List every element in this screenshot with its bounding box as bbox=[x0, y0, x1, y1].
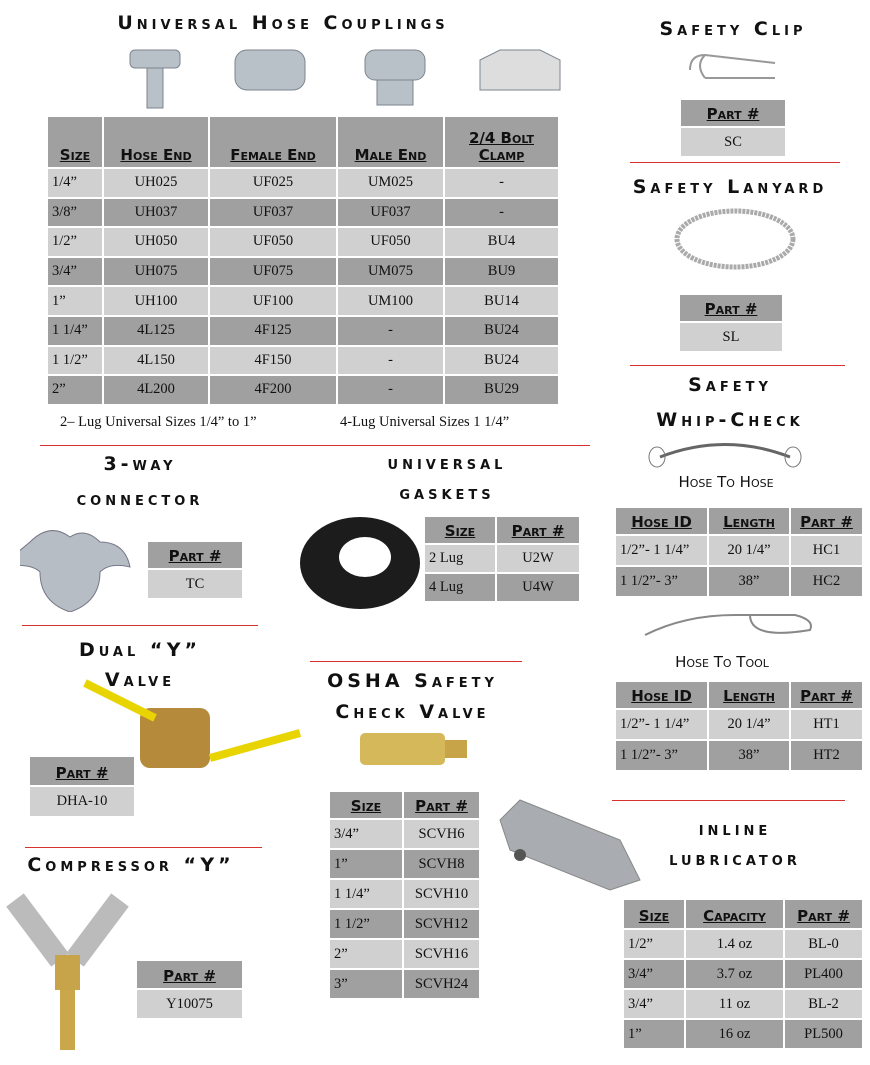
column-header: Hose ID bbox=[616, 508, 707, 534]
table-cell: 1.4 oz bbox=[686, 930, 783, 958]
table-cell: TC bbox=[148, 570, 242, 598]
table-cell: 4F125 bbox=[210, 317, 336, 345]
divider bbox=[22, 625, 258, 626]
column-header: Hose ID bbox=[616, 682, 707, 708]
gaskets-title-1: universal bbox=[387, 452, 507, 474]
table-cell: PL400 bbox=[785, 960, 862, 988]
column-header: Part # bbox=[791, 682, 862, 708]
caption-4-lug: 4-Lug Universal Sizes 1 1/4” bbox=[340, 414, 510, 430]
table-cell: BU24 bbox=[445, 317, 558, 345]
column-header: Part # bbox=[404, 792, 479, 818]
table-cell: BU14 bbox=[445, 287, 558, 315]
table-cell: 1/4” bbox=[48, 169, 102, 197]
column-header: Male End bbox=[338, 117, 443, 167]
safety-lanyard-table bbox=[680, 295, 782, 351]
osha-table bbox=[330, 792, 479, 998]
table-cell: UM100 bbox=[338, 287, 443, 315]
table-cell: 1 1/2” bbox=[330, 910, 402, 938]
table-cell: - bbox=[338, 317, 443, 345]
table-cell: 2 Lug bbox=[425, 545, 495, 572]
column-header: Female End bbox=[210, 117, 336, 167]
safety-clip-title: Safety Clip bbox=[659, 18, 807, 40]
table-cell: BL-2 bbox=[785, 990, 862, 1018]
table-cell: 38” bbox=[709, 741, 789, 770]
table-cell: UH100 bbox=[104, 287, 208, 315]
check-valve-image bbox=[355, 728, 470, 770]
safety-clip-image bbox=[685, 50, 785, 90]
table-cell: UF050 bbox=[210, 228, 336, 256]
hose-to-hose-image bbox=[645, 432, 805, 472]
table-cell: - bbox=[445, 199, 558, 227]
dual-y-title-1: Dual “Y” bbox=[79, 639, 201, 661]
column-header: Part # bbox=[681, 100, 785, 126]
table-cell: HT1 bbox=[791, 710, 862, 739]
osha-title-1: OSHA Safety bbox=[327, 670, 498, 692]
column-header: Hose End bbox=[104, 117, 208, 167]
table-cell: 4F150 bbox=[210, 347, 336, 375]
table-cell: 1” bbox=[330, 850, 402, 878]
table-cell: SC bbox=[681, 128, 785, 156]
table-cell: UF025 bbox=[210, 169, 336, 197]
couplings-title: Universal Hose Couplings bbox=[117, 12, 449, 34]
table-cell: UH025 bbox=[104, 169, 208, 197]
table-cell: 1” bbox=[48, 287, 102, 315]
table-cell: 1/2”- 1 1/4” bbox=[616, 710, 707, 739]
table-cell: 4F200 bbox=[210, 376, 336, 404]
lubricator-table bbox=[624, 900, 862, 1048]
column-header: Part # bbox=[791, 508, 862, 534]
whip-check-title-1: Safety bbox=[688, 374, 772, 396]
table-cell: UH037 bbox=[104, 199, 208, 227]
table-cell: BU29 bbox=[445, 376, 558, 404]
gasket-image bbox=[297, 512, 423, 614]
column-header: Size bbox=[624, 900, 684, 928]
inline-lubricator-image bbox=[490, 770, 650, 900]
safety-lanyard-image bbox=[670, 205, 800, 273]
safety-clip-table bbox=[681, 100, 785, 156]
osha-title-2: Check Valve bbox=[335, 701, 490, 723]
table-cell: U2W bbox=[497, 545, 579, 572]
table-cell: 3” bbox=[330, 970, 402, 998]
couplings-table bbox=[48, 117, 558, 404]
compressor-y-table bbox=[137, 961, 242, 1018]
table-cell: BU24 bbox=[445, 347, 558, 375]
coupling-images bbox=[125, 45, 565, 115]
three-way-title-1: 3-way bbox=[103, 453, 177, 475]
column-header: Size bbox=[330, 792, 402, 818]
table-cell: 38” bbox=[709, 567, 789, 596]
table-cell: 1/2”- 1 1/4” bbox=[616, 536, 707, 565]
dual-y-table bbox=[30, 757, 134, 816]
column-header: Part # bbox=[497, 517, 579, 543]
table-cell: UF075 bbox=[210, 258, 336, 286]
table-cell: SCVH8 bbox=[404, 850, 479, 878]
column-header: Part # bbox=[30, 757, 134, 785]
hose-to-hose-label: Hose To Hose bbox=[678, 473, 774, 491]
table-cell: Y10075 bbox=[137, 990, 242, 1018]
table-cell: 4L150 bbox=[104, 347, 208, 375]
table-cell: SCVH10 bbox=[404, 880, 479, 908]
table-cell: - bbox=[445, 169, 558, 197]
table-cell: SCVH24 bbox=[404, 970, 479, 998]
column-header: Part # bbox=[137, 961, 242, 988]
table-cell: UF037 bbox=[210, 199, 336, 227]
table-cell: U4W bbox=[497, 574, 579, 601]
table-cell: HT2 bbox=[791, 741, 862, 770]
hose-to-tool-label: Hose To Tool bbox=[675, 653, 769, 671]
inline-lubricator-title-1: inline bbox=[698, 818, 772, 840]
table-cell: 4L200 bbox=[104, 376, 208, 404]
table-cell: SCVH6 bbox=[404, 820, 479, 848]
gaskets-table bbox=[425, 517, 579, 601]
table-cell: 1/2” bbox=[48, 228, 102, 256]
table-cell: BU4 bbox=[445, 228, 558, 256]
column-header: Size bbox=[425, 517, 495, 543]
table-cell: UM075 bbox=[338, 258, 443, 286]
table-cell: SCVH16 bbox=[404, 940, 479, 968]
table-cell: UH050 bbox=[104, 228, 208, 256]
table-cell: UM025 bbox=[338, 169, 443, 197]
table-cell: 2” bbox=[330, 940, 402, 968]
safety-lanyard-title: Safety Lanyard bbox=[632, 176, 828, 198]
table-cell: 1 1/2”- 3” bbox=[616, 741, 707, 770]
column-header: Size bbox=[48, 117, 102, 167]
column-header: Capacity bbox=[686, 900, 783, 928]
divider bbox=[310, 661, 522, 662]
table-cell: SL bbox=[680, 323, 782, 351]
table-cell: 4 Lug bbox=[425, 574, 495, 601]
whip-check-title-2: Whip-Check bbox=[656, 409, 804, 431]
table-cell: 1” bbox=[624, 1020, 684, 1048]
table-cell: UH075 bbox=[104, 258, 208, 286]
compressor-y-title: Compressor “Y” bbox=[27, 854, 235, 876]
three-way-title-2: connector bbox=[76, 488, 204, 510]
table-cell: 16 oz bbox=[686, 1020, 783, 1048]
hose-to-hose-table bbox=[616, 508, 862, 596]
table-cell: 1 1/2” bbox=[48, 347, 102, 375]
compressor-y-image bbox=[0, 880, 135, 1055]
table-cell: 1 1/2”- 3” bbox=[616, 567, 707, 596]
table-cell: 1 1/4” bbox=[330, 880, 402, 908]
table-cell: HC1 bbox=[791, 536, 862, 565]
column-header: 2/4 Bolt Clamp bbox=[445, 117, 558, 167]
table-cell: PL500 bbox=[785, 1020, 862, 1048]
table-cell: DHA-10 bbox=[30, 787, 134, 816]
divider bbox=[630, 162, 840, 163]
column-header: Part # bbox=[148, 542, 242, 568]
table-cell: 3/4” bbox=[624, 990, 684, 1018]
table-cell: 11 oz bbox=[686, 990, 783, 1018]
table-cell: BL-0 bbox=[785, 930, 862, 958]
inline-lubricator-title-2: lubricator bbox=[669, 848, 801, 870]
column-header: Length bbox=[709, 682, 789, 708]
table-cell: 20 1/4” bbox=[709, 536, 789, 565]
table-cell: - bbox=[338, 347, 443, 375]
caption-2-lug: 2– Lug Universal Sizes 1/4” to 1” bbox=[60, 414, 257, 430]
column-header: Length bbox=[709, 508, 789, 534]
table-cell: 3.7 oz bbox=[686, 960, 783, 988]
table-cell: 2” bbox=[48, 376, 102, 404]
divider bbox=[630, 365, 845, 366]
table-cell: 20 1/4” bbox=[709, 710, 789, 739]
table-cell: 1 1/4” bbox=[48, 317, 102, 345]
table-cell: HC2 bbox=[791, 567, 862, 596]
table-cell: 3/4” bbox=[330, 820, 402, 848]
dual-y-title-2: Valve bbox=[104, 669, 176, 691]
three-way-table bbox=[148, 542, 242, 598]
table-cell: 3/4” bbox=[48, 258, 102, 286]
table-cell: 3/4” bbox=[624, 960, 684, 988]
table-cell: 4L125 bbox=[104, 317, 208, 345]
table-cell: SCVH12 bbox=[404, 910, 479, 938]
hose-to-tool-image bbox=[640, 605, 820, 645]
column-header: Part # bbox=[680, 295, 782, 321]
hose-to-tool-table bbox=[616, 682, 862, 770]
table-cell: - bbox=[338, 376, 443, 404]
table-cell: 3/8” bbox=[48, 199, 102, 227]
column-header: Part # bbox=[785, 900, 862, 928]
gaskets-title-2: gaskets bbox=[399, 482, 495, 504]
three-way-connector-image bbox=[20, 512, 132, 612]
divider bbox=[40, 445, 590, 446]
table-cell: UF037 bbox=[338, 199, 443, 227]
table-cell: UF050 bbox=[338, 228, 443, 256]
table-cell: UF100 bbox=[210, 287, 336, 315]
table-cell: BU9 bbox=[445, 258, 558, 286]
divider bbox=[25, 847, 262, 848]
table-cell: 1/2” bbox=[624, 930, 684, 958]
